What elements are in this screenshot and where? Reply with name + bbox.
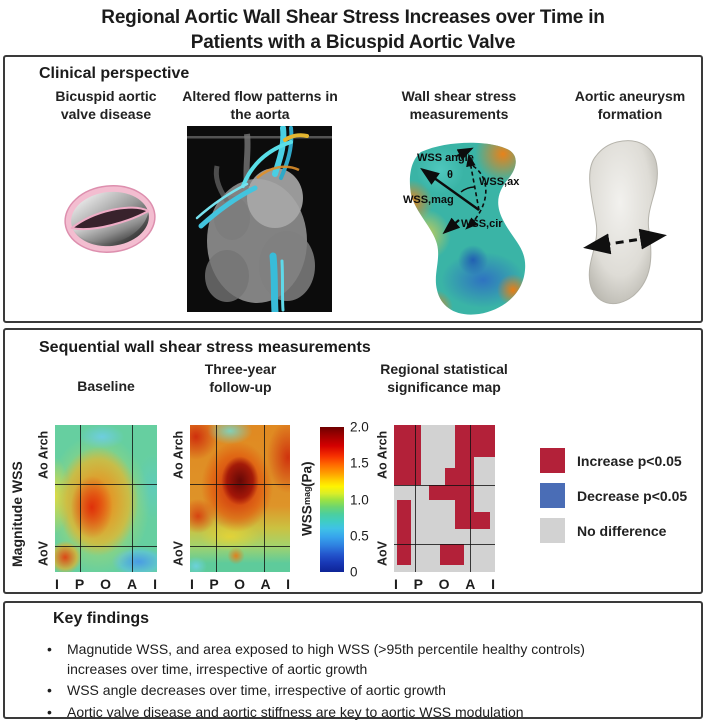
finding-text: Magnutide WSS, and area exposed to high WSS (>95th percentile healthy controls) increases over time, irrespective of aortic growth: [67, 641, 585, 677]
legend-swatch: [540, 448, 565, 473]
finding-text: WSS angle decreases over time, irrespective of aortic growth: [67, 682, 446, 699]
legend-item: [540, 448, 700, 473]
x-axis-ticks: [394, 576, 495, 593]
wss-cir-label: WSS,cir: [461, 218, 503, 230]
x-axis-ticks: [55, 576, 157, 593]
findings-list: [47, 640, 667, 724]
gridline-v: [264, 425, 265, 572]
flow-patterns-image: [187, 126, 332, 312]
figure-title-line2: Patients with a Bicuspid Aortic Valve: [190, 32, 516, 54]
significance-region: [394, 425, 421, 485]
finding-item: [47, 640, 667, 679]
theta-label: θ: [447, 169, 453, 181]
gridline-v: [132, 425, 133, 572]
colorbar-tick: 2.0: [350, 419, 369, 435]
finding-item: [47, 681, 667, 701]
followup-heatmap: [190, 425, 290, 572]
magnitude-wss-axis-label: Magnitude WSS: [9, 461, 25, 568]
column-label-bicuspid-valve: Bicuspid aortic valve disease: [55, 88, 157, 122]
x-tick: I: [286, 576, 290, 592]
figure-title: [0, 5, 706, 55]
wss-mag-label: WSS,mag: [403, 194, 454, 206]
significance-title-line1: Regional statistical: [380, 361, 508, 377]
bicuspid-valve-illustration: [55, 179, 165, 259]
significance-region: [474, 425, 495, 457]
x-tick: O: [234, 576, 246, 592]
significance-region: [440, 544, 463, 565]
legend-item: [540, 518, 700, 543]
followup-title-line1: Three-year: [204, 361, 277, 377]
x-tick: I: [394, 576, 398, 592]
key-findings-header: Key findings: [53, 610, 150, 627]
legend: [540, 448, 700, 553]
x-tick: P: [413, 576, 423, 592]
clinical-panel: [3, 55, 703, 323]
gridline-v: [470, 425, 471, 572]
x-tick: A: [126, 576, 138, 592]
aov-label: AoV: [375, 541, 390, 567]
gridline-h: [190, 546, 290, 547]
followup-map-title: [178, 361, 303, 396]
significance-title-line2: significance map: [387, 378, 501, 395]
wss-angle-label: WSS angle: [417, 152, 474, 164]
ao-arch-label: Ao Arch: [171, 430, 186, 480]
followup-title-line2: follow-up: [209, 378, 272, 395]
finding-item: [47, 703, 667, 723]
x-tick: O: [438, 576, 450, 592]
gridline-h: [394, 485, 495, 486]
significance-region: [445, 468, 455, 486]
gridline-h: [55, 484, 157, 485]
x-tick: I: [55, 576, 59, 592]
key-findings-panel: [3, 601, 703, 719]
colorbar-tick: 0: [350, 564, 358, 580]
significance-region: [455, 425, 474, 529]
gridline-h: [190, 484, 290, 485]
significance-region: [397, 500, 411, 565]
x-tick: I: [190, 576, 194, 592]
significance-region: [429, 485, 471, 500]
colorbar: [320, 427, 344, 572]
bullet-dot: •: [47, 682, 52, 699]
legend-swatch: [540, 518, 565, 543]
gridline-v: [415, 425, 416, 572]
wss-ax-label: WSS,ax: [479, 176, 520, 188]
column-label-flow-patterns: Altered flow patterns in the aorta: [182, 88, 338, 122]
gridline-h: [394, 544, 495, 545]
gridline-v: [80, 425, 81, 572]
colorbar-tick: 0.5: [350, 528, 369, 544]
colorbar-label: [295, 425, 319, 572]
baseline-map-title: Baseline: [77, 378, 135, 394]
sequential-panel-header: Sequential wall shear stress measurements: [39, 339, 371, 356]
column-label-wss-measurements: Wall shear stress measurements: [401, 88, 517, 122]
x-tick: A: [260, 576, 271, 592]
wss-aorta-illustration: [395, 140, 550, 320]
legend-item: [540, 483, 700, 508]
x-tick: O: [100, 576, 112, 592]
x-tick: I: [153, 576, 157, 592]
clinical-panel-header: Clinical perspective: [39, 65, 190, 82]
legend-label: Increase p<0.05: [577, 452, 682, 469]
aneurysm-illustration: [567, 137, 685, 320]
x-tick: A: [465, 576, 476, 592]
ao-arch-label: Ao Arch: [375, 430, 390, 480]
colorbar-tick: 1.0: [350, 492, 369, 507]
significance-region: [474, 512, 490, 530]
baseline-heatmap: [55, 425, 157, 572]
gridline-v: [216, 425, 217, 572]
ao-arch-label: Ao Arch: [36, 430, 51, 480]
colorbar-label-main: WSS: [299, 505, 315, 536]
bullet-dot: •: [47, 703, 52, 720]
legend-label: Decrease p<0.05: [577, 487, 688, 504]
x-tick: I: [491, 576, 495, 592]
column-label-aneurysm: Aortic aneurysm formation: [574, 88, 686, 122]
x-tick: P: [209, 576, 219, 592]
significance-map: [394, 425, 495, 572]
aov-label: AoV: [171, 541, 186, 567]
gridline-h: [55, 546, 157, 547]
finding-text: Aortic valve disease and aortic stiffness are key to aortic WSS modulation: [67, 703, 524, 720]
x-axis-ticks: [190, 576, 290, 593]
sequential-panel: [3, 328, 703, 594]
legend-label: No difference: [577, 522, 667, 539]
x-tick: P: [74, 576, 85, 592]
figure-title-line1: Regional Aortic Wall Shear Stress Increases over Time in: [101, 7, 605, 28]
colorbar-label-sub: mag: [302, 486, 312, 506]
aov-label: AoV: [36, 541, 51, 567]
legend-swatch: [540, 483, 565, 508]
bullet-dot: •: [47, 641, 52, 657]
colorbar-tick: 1.5: [350, 455, 369, 471]
colorbar-label-unit: (Pa): [299, 461, 315, 487]
significance-map-title: [364, 361, 524, 396]
wss-diagram: [395, 140, 550, 320]
